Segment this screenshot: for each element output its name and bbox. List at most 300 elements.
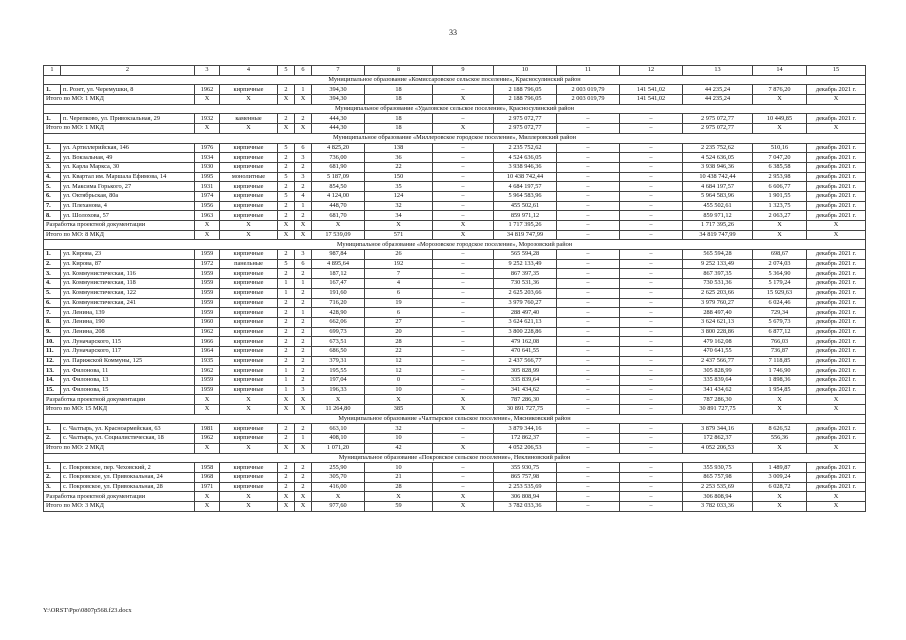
table-cell: X [433,230,494,240]
table-cell: 556,36 [753,434,807,444]
table-cell: 2 235 752,62 [494,143,557,153]
table-cell: – [557,221,620,231]
table-cell: 305 828,99 [494,366,557,376]
column-number-11: 11 [557,66,620,76]
column-number-1: 1 [44,66,61,76]
table-cell: ул. Кирова, 23 [61,250,195,260]
table-cell: X [433,124,494,134]
table-cell: декабрь 2021 г. [807,463,866,473]
table-cell: 335 839,64 [494,376,557,386]
row-label: Итого по МО: 15 МКД [44,405,195,415]
table-cell: 6 024,46 [753,298,807,308]
table-cell: 9 252 133,49 [494,259,557,269]
table-cell: 3 624 621,13 [494,317,557,327]
table-cell: кирпичные [220,385,278,395]
table-cell: ул. Максима Горького, 27 [61,182,195,192]
table-cell: 6. [44,298,61,308]
table-cell: – [433,143,494,153]
table-cell: 1959 [195,298,220,308]
section-title: Муниципальное образование «Удаловское сельское поселение», Красносулинский район [44,104,866,114]
table-cell: 18 [365,95,433,105]
table-cell: – [620,298,683,308]
table-cell: 0 [365,376,433,386]
table-cell: 26 [365,250,433,260]
table-cell: 2 [295,162,312,172]
table-cell: ул. Луначарского, 117 [61,346,195,356]
table-cell: 565 594,28 [494,250,557,260]
table-cell: X [195,230,220,240]
table-cell: 2 [295,317,312,327]
column-number-13: 13 [683,66,753,76]
table-cell: 192 [365,259,433,269]
table-cell: 2 625 203,66 [494,288,557,298]
table-cell: 681,90 [312,162,365,172]
table-cell: 5 187,09 [312,172,365,182]
table-cell: X [220,124,278,134]
table-cell: декабрь 2021 г. [807,337,866,347]
table-cell: 4 524 636,05 [683,153,753,163]
table-cell: 1963 [195,211,220,221]
table-cell: 2 [278,346,295,356]
table-cell: 3 879 344,16 [494,424,557,434]
table-cell: X [312,492,365,502]
table-cell: 335 839,64 [683,376,753,386]
table-cell: 20 [365,327,433,337]
table-cell: 5. [44,182,61,192]
table-cell: – [620,259,683,269]
table-cell: 2 [278,482,295,492]
table-cell: ул. Шолохова, 57 [61,211,195,221]
table-cell: 4 825,20 [312,143,365,153]
table-cell: 10 [365,434,433,444]
table-cell: 7 [365,269,433,279]
column-number-5: 5 [278,66,295,76]
table-cell: 2 253 535,69 [683,482,753,492]
table-cell: 3 938 946,36 [683,162,753,172]
table-cell: 2 253 535,69 [494,482,557,492]
table-cell: X [220,395,278,405]
table-cell: 59 [365,501,433,511]
table-cell: 15. [44,385,61,395]
table-cell: 1935 [195,356,220,366]
table-cell: декабрь 2021 г. [807,482,866,492]
table-cell: 5 679,73 [753,317,807,327]
table-cell: X [365,395,433,405]
table-cell: – [620,124,683,134]
table-cell: X [753,492,807,502]
table-cell: X [433,95,494,105]
table-cell: декабрь 2021 г. [807,366,866,376]
table-cell: – [557,492,620,502]
table-cell: 3 782 033,36 [683,501,753,511]
table-row [44,385,866,395]
table-row [44,424,866,434]
table-row [44,298,866,308]
table-cell: X [220,492,278,502]
table-cell: 859 971,12 [494,211,557,221]
table-cell: 3 624 621,13 [683,317,753,327]
table-cell: 191,60 [312,288,365,298]
table-cell: 8 626,52 [753,424,807,434]
table-cell: – [620,230,683,240]
table-cell: ул. Филонова, 13 [61,376,195,386]
table-cell: с. Чалтырь, ул. Красноармейская, 63 [61,424,195,434]
table-cell: 1 [295,434,312,444]
table-cell: – [557,366,620,376]
table-cell: 2 975 072,77 [683,114,753,124]
table-cell: – [433,211,494,221]
table-cell: X [220,230,278,240]
table-cell: 6 606,77 [753,182,807,192]
table-cell: кирпичные [220,376,278,386]
table-cell: 35 [365,182,433,192]
table-cell: 2 [278,269,295,279]
table-cell: 3. [44,162,61,172]
table-row [44,288,866,298]
table-cell: – [557,463,620,473]
table-cell: 2. [44,472,61,482]
table-cell: 1959 [195,308,220,318]
table-cell: 3 979 760,27 [683,298,753,308]
table-cell: 1959 [195,269,220,279]
table-cell: декабрь 2021 г. [807,269,866,279]
table-cell: X [278,443,295,453]
table-cell: – [557,356,620,366]
table-cell: X [278,124,295,134]
table-cell: – [433,259,494,269]
table-cell: кирпичные [220,143,278,153]
total-row [44,124,866,134]
table-cell: 9 252 133,49 [683,259,753,269]
table-cell: – [557,346,620,356]
table-cell: ул. Плеханова, 4 [61,201,195,211]
table-cell: X [753,501,807,511]
table-cell: 12. [44,356,61,366]
table-cell: – [620,172,683,182]
table-cell: – [620,201,683,211]
table-cell: 6 877,12 [753,327,807,337]
table-cell: декабрь 2021 г. [807,162,866,172]
table-cell: 2 [295,376,312,386]
section-title-row [44,133,866,143]
total-row [44,501,866,511]
table-cell: 3 [295,250,312,260]
table-cell: 729,34 [753,308,807,318]
row-label: Разработка проектной документации [44,221,195,231]
table-cell: – [433,434,494,444]
table-cell: – [557,259,620,269]
table-cell: – [620,346,683,356]
table-cell: 2 [295,366,312,376]
table-cell: 2 [278,463,295,473]
table-cell: 141 541,02 [620,95,683,105]
table-cell: – [557,143,620,153]
table-cell: 730 531,36 [683,279,753,289]
housing-program-table [43,65,866,512]
table-cell: 10 438 742,44 [494,172,557,182]
column-number-15: 15 [807,66,866,76]
table-cell: X [807,95,866,105]
table-cell: 1. [44,463,61,473]
table-cell: X [278,230,295,240]
column-number-7: 7 [312,66,365,76]
table-cell: 736,87 [753,346,807,356]
table-cell: X [220,95,278,105]
table-row [44,191,866,201]
table-cell: ул. Ленина, 190 [61,317,195,327]
table-cell: – [433,337,494,347]
table-cell: 470 641,55 [683,346,753,356]
table-cell: кирпичные [220,424,278,434]
table-cell: 32 [365,424,433,434]
table-cell: кирпичные [220,182,278,192]
table-cell: 1 071,20 [312,443,365,453]
table-cell: – [433,298,494,308]
table-cell: 6 [295,143,312,153]
table-cell: 479 162,08 [683,337,753,347]
table-cell: декабрь 2021 г. [807,346,866,356]
table-cell: 4 684 197,57 [494,182,557,192]
table-cell: – [557,327,620,337]
table-cell: 6 028,72 [753,482,807,492]
table-cell: – [433,376,494,386]
table-cell: 42 [365,443,433,453]
table-cell: – [557,182,620,192]
table-cell: X [433,405,494,415]
table-row [44,482,866,492]
table-cell: – [620,162,683,172]
table-cell: декабрь 2021 г. [807,182,866,192]
section-title: Муниципальное образование «Чалтырское сельское поселение», Мясниковский район [44,414,866,424]
table-cell: 305 828,99 [683,366,753,376]
total-row [44,443,866,453]
table-cell: 19 [365,298,433,308]
section-title-row [44,104,866,114]
table-cell: X [220,405,278,415]
table-cell: кирпичные [220,279,278,289]
table-cell: декабрь 2021 г. [807,114,866,124]
table-cell: – [433,472,494,482]
table-cell: 2 [295,327,312,337]
table-cell: – [433,317,494,327]
table-cell: 1981 [195,424,220,434]
table-cell: X [220,501,278,511]
table-cell: 4 684 197,57 [683,182,753,192]
table-cell: декабрь 2021 г. [807,191,866,201]
table-cell: 1 717 395,26 [494,221,557,231]
table-cell: 3 009,24 [753,472,807,482]
table-cell: 28 [365,482,433,492]
table-cell: 3 979 760,27 [494,298,557,308]
table-cell: – [557,172,620,182]
table-cell: – [557,250,620,260]
table-cell: кирпичные [220,162,278,172]
table-cell: 141 541,02 [620,85,683,95]
table-row [44,269,866,279]
table-cell: 1966 [195,337,220,347]
table-cell: X [753,230,807,240]
table-cell: 21 [365,472,433,482]
table-cell: 470 641,55 [494,346,557,356]
table-cell: X [195,443,220,453]
table-cell: X [295,230,312,240]
table-cell: 2 [278,298,295,308]
table-cell: 379,31 [312,356,365,366]
column-number-4: 4 [220,66,278,76]
table-cell: 385 [365,405,433,415]
table-cell: 3 782 033,36 [494,501,557,511]
table-cell: 11. [44,346,61,356]
table-cell: 1934 [195,153,220,163]
table-cell: 1959 [195,250,220,260]
table-cell: 1. [44,85,61,95]
table-cell: X [312,395,365,405]
table-cell: – [620,395,683,405]
table-cell: X [278,221,295,231]
table-cell: декабрь 2021 г. [807,327,866,337]
table-cell: – [557,434,620,444]
section-title: Муниципальное образование «Комиссаровское сельское поселение», Красносулинский район [44,75,866,85]
table-cell: – [620,463,683,473]
table-cell: – [620,405,683,415]
table-cell: кирпичные [220,153,278,163]
table-cell: 2 [278,337,295,347]
table-cell: – [433,191,494,201]
table-cell: 1959 [195,376,220,386]
design-docs-row [44,492,866,502]
table-cell: – [433,279,494,289]
table-cell: кирпичные [220,434,278,444]
table-cell: 2 235 752,62 [683,143,753,153]
table-cell: 305,70 [312,472,365,482]
table-cell: 2 [278,434,295,444]
total-row [44,95,866,105]
table-cell: 2 [278,211,295,221]
table-cell: X [753,221,807,231]
table-cell: – [433,172,494,182]
table-cell: 1 [295,201,312,211]
table-cell: X [807,405,866,415]
table-cell: 1962 [195,85,220,95]
table-cell: ул. Луначарского, 115 [61,337,195,347]
table-cell: 1 489,87 [753,463,807,473]
table-row [44,114,866,124]
table-cell: кирпичные [220,463,278,473]
table-cell: X [295,221,312,231]
table-cell: – [433,356,494,366]
table-cell: декабрь 2021 г. [807,288,866,298]
table-cell: 2 [278,114,295,124]
table-cell: 987,84 [312,250,365,260]
table-cell: 2 625 203,66 [683,288,753,298]
table-cell: 867 397,35 [494,269,557,279]
table-row [44,434,866,444]
table-cell: 10 [365,385,433,395]
table-cell: 5 964 583,96 [494,191,557,201]
table-cell: 12 [365,356,433,366]
table-cell: 22 [365,346,433,356]
table-cell: 1960 [195,317,220,327]
table-row [44,85,866,95]
table-cell: 4 052 206,53 [494,443,557,453]
table-cell: – [620,472,683,482]
table-cell: 1959 [195,385,220,395]
table-cell: 10 438 742,44 [683,172,753,182]
table-row [44,201,866,211]
table-cell: 1962 [195,327,220,337]
table-cell: 28 [365,337,433,347]
table-cell: ул. Коммунистическая, 116 [61,269,195,279]
table-cell: – [620,308,683,318]
table-cell: – [620,153,683,163]
table-cell: – [433,385,494,395]
table-cell: 662,06 [312,317,365,327]
table-cell: кирпичные [220,346,278,356]
table-cell: кирпичные [220,337,278,347]
table-cell: – [620,492,683,502]
table-cell: 408,10 [312,434,365,444]
table-cell: 2 [295,298,312,308]
table-cell: – [557,472,620,482]
table-cell: X [753,95,807,105]
table-cell: 2 188 796,05 [494,95,557,105]
table-cell: 571 [365,230,433,240]
table-cell: 7 118,85 [753,356,807,366]
table-cell: 4. [44,172,61,182]
table-cell: – [620,366,683,376]
table-cell: 766,03 [753,337,807,347]
table-cell: каменные [220,114,278,124]
table-cell: 2 [295,288,312,298]
table-cell: ул. Ленина, 208 [61,327,195,337]
table-cell: 2 437 566,77 [683,356,753,366]
table-cell: 3 800 228,86 [683,327,753,337]
table-cell: 1 [278,279,295,289]
column-number-9: 9 [433,66,494,76]
table-cell: X [753,124,807,134]
table-cell: 1. [44,114,61,124]
table-cell: с. Покровское, ул. Привокзальная, 28 [61,482,195,492]
table-cell: 1. [44,143,61,153]
table-cell: 2 [278,327,295,337]
table-cell: декабрь 2021 г. [807,298,866,308]
total-row [44,230,866,240]
table-cell: 2 975 072,77 [683,124,753,134]
table-cell: 32 [365,201,433,211]
table-cell: X [753,405,807,415]
table-cell: 1 954,85 [753,385,807,395]
table-row [44,317,866,327]
table-cell: 3 [295,153,312,163]
table-cell: 2 [278,317,295,327]
table-cell: 686,50 [312,346,365,356]
table-cell: 15 929,63 [753,288,807,298]
table-cell: 5. [44,288,61,298]
table-cell: кирпичные [220,327,278,337]
table-cell: X [433,221,494,231]
table-cell: X [195,405,220,415]
table-cell: – [620,288,683,298]
table-cell: ул. Ленина, 139 [61,308,195,318]
table-cell: 2 [295,211,312,221]
table-cell: X [278,405,295,415]
column-number-12: 12 [620,66,683,76]
table-cell: 3 [295,172,312,182]
table-cell: – [433,463,494,473]
table-cell: 787 286,30 [683,395,753,405]
table-cell: 3 879 344,16 [683,424,753,434]
table-cell: 2 063,27 [753,211,807,221]
